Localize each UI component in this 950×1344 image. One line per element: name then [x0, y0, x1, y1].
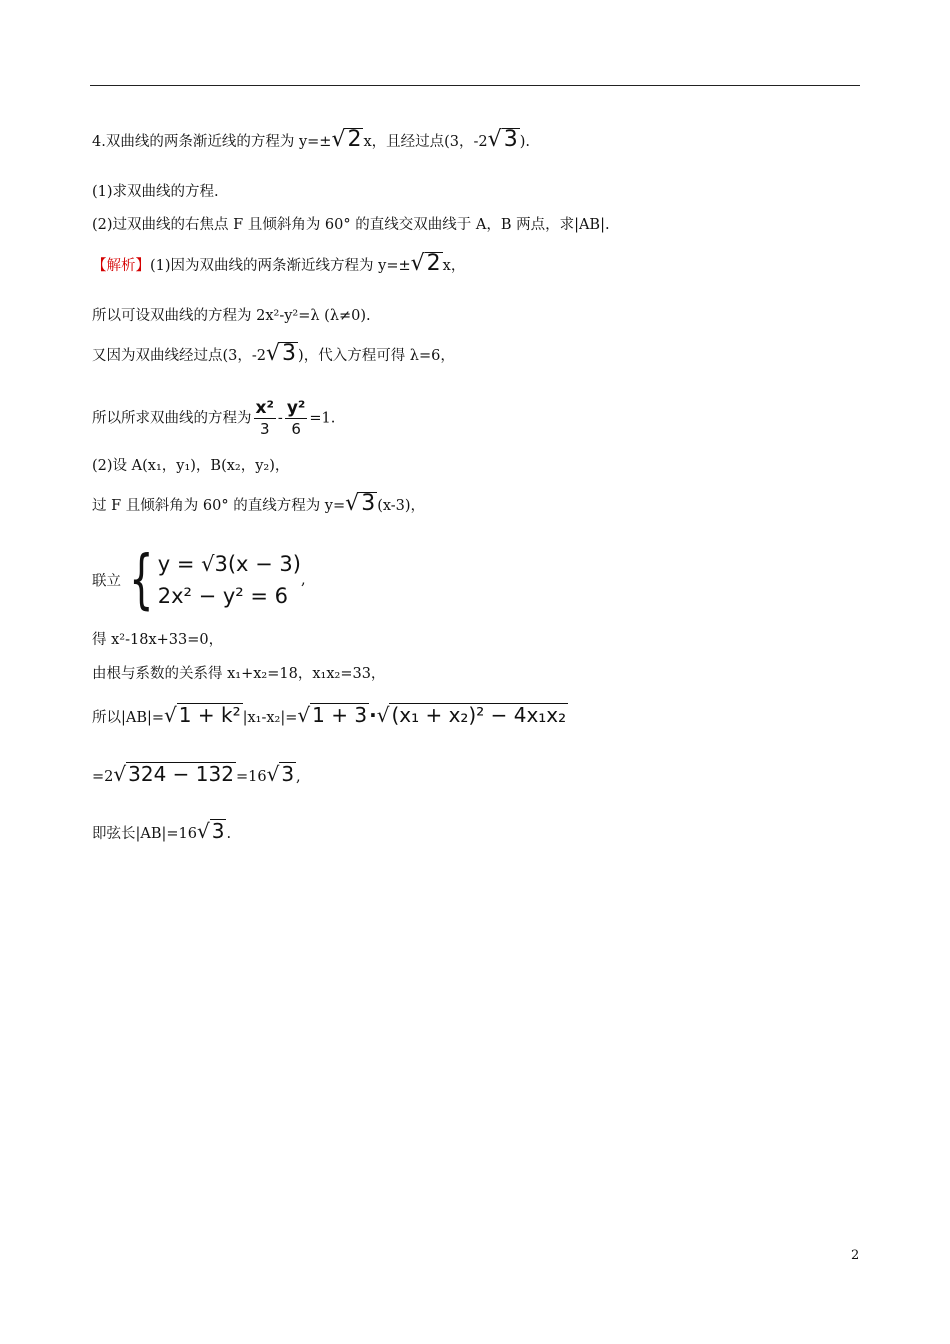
- solution-tag: 【解析】: [92, 258, 150, 274]
- question-2: (2)过双曲线的右焦点 F 且倾斜角为 60° 的直线交双曲线于 A，B 两点，求|AB|.: [92, 217, 610, 233]
- solution-line-12: 即弦长|AB|=16√ 3 .: [92, 819, 232, 843]
- brace-icon: {: [129, 543, 154, 617]
- question-1: (1)求双曲线的方程.: [92, 184, 219, 200]
- fraction-y2-6: $\frac{\text{y²}}{6}$: [286, 398, 306, 438]
- header-rule: [90, 85, 860, 86]
- equation-system: y = √3(x − 3) 2x² − y² = 6: [157, 552, 301, 608]
- solution-line-11: =2√ 324 − 132 =16√ 3 ,: [92, 762, 301, 786]
- page-number: 2: [851, 1248, 860, 1263]
- solution-line-4: 所以所求双曲线的方程为 $\frac{\text{x²}}{3}$ - $\frac{\text{y²}}{6}$ =1.: [92, 398, 336, 438]
- solution-line-6: 过 F 且倾斜角为 60° 的直线方程为 y=√3 (x-3)，: [92, 491, 426, 516]
- solution-line-10: 所以|AB|=√ 1 + k² |x₁-x₂|=√ 1 + 3 ·√ (x₁ + x₂)² − 4x₁x₂: [92, 703, 567, 727]
- solution-line-3: 又因为双曲线经过点(3，-2√3 )，代入方程可得 λ=6，: [92, 341, 455, 366]
- sqrt-3: 3: [503, 127, 518, 152]
- solution-line-7-system: 联立 { y = √3(x − 3) 2x² − y² = 6 ,: [92, 543, 306, 617]
- fraction-x2-3: $\frac{\text{x²}}{3}$: [255, 398, 274, 438]
- sqrt-2: 2: [347, 127, 362, 152]
- solution-line-1: 【解析】(1)因为双曲线的两条渐近线方程为 y=±√2 x，: [92, 251, 466, 276]
- problem-statement: 4.双曲线的两条渐近线的方程为 y=±√2 x，且经过点(3，-2√3 ).: [92, 127, 530, 152]
- solution-line-2: 所以可设双曲线的方程为 2x²-y²=λ (λ≠0).: [92, 308, 371, 324]
- solution-line-5: (2)设 A(x₁，y₁)，B(x₂，y₂)，: [92, 458, 290, 474]
- solution-line-8: 得 x²-18x+33=0，: [92, 632, 224, 648]
- solution-line-9: 由根与系数的关系得 x₁+x₂=18，x₁x₂=33，: [92, 666, 386, 682]
